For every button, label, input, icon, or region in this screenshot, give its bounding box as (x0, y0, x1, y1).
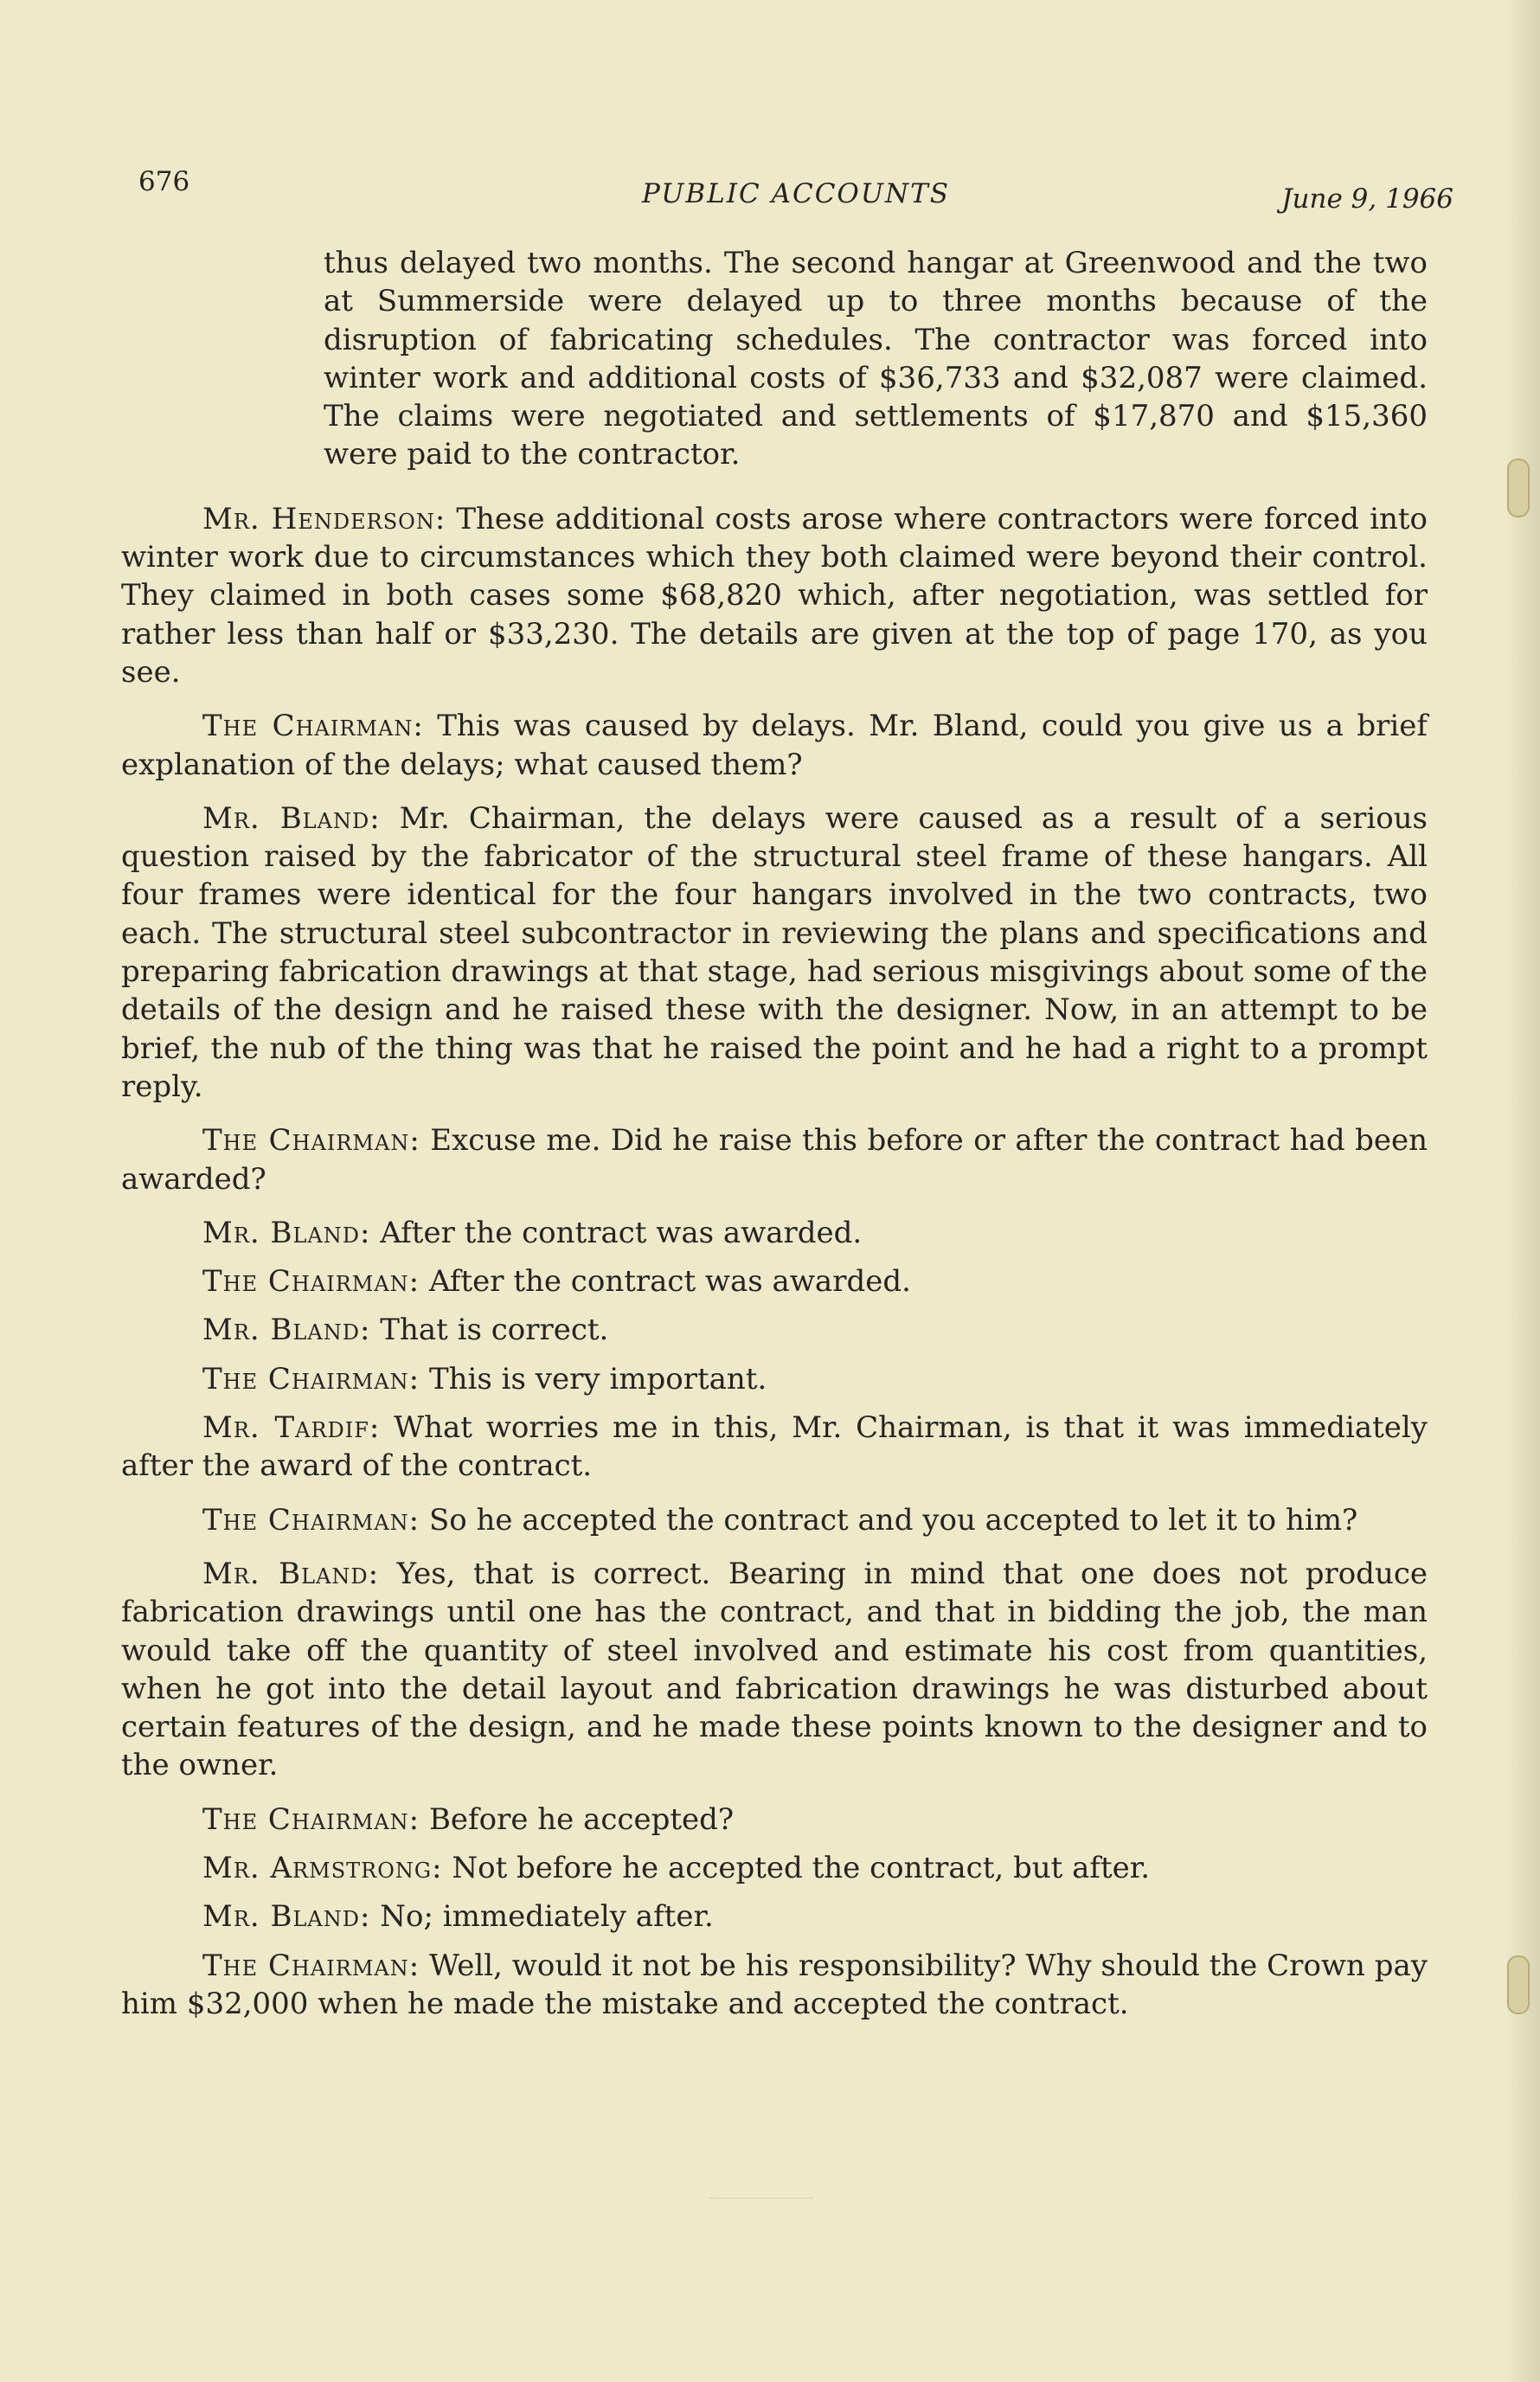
transcript-paragraph (121, 1311, 1428, 1349)
speaker-name: Mr. Bland: (202, 800, 381, 836)
paragraph-text: Not before he accepted the contract, but after. (452, 1850, 1151, 1885)
paragraph-text: No; immediately after. (380, 1899, 714, 1935)
transcript-paragraph (121, 1849, 1428, 1887)
transcript-paragraph (121, 500, 1428, 691)
speaker-name: Mr. Armstrong: (202, 1850, 443, 1885)
transcript-paragraph (121, 1409, 1428, 1486)
header-date: June 9, 1966 (1281, 183, 1453, 215)
transcript-paragraph (121, 1214, 1428, 1252)
speaker-name: Mr. Bland: (202, 1215, 371, 1250)
paragraph-text: These additional costs arose where contractors were forced into winter work due to circumstances which they both claimed were beyond their control. They claimed in both cases some $68,820 which, after negotiation, was settled for rather less than half or $33,230. The details are given at the top of page 170, as you see. (121, 501, 1428, 690)
paragraph-text: After the contract was awarded. (380, 1215, 863, 1250)
transcript-paragraph (121, 1947, 1428, 2024)
speaker-name: Mr. Henderson: (202, 501, 446, 536)
paragraph-text: This is very important. (428, 1361, 767, 1396)
binding-clip-mark (1507, 1955, 1530, 2014)
page-edge-shadow (1505, 0, 1540, 2382)
speaker-name: Mr. Bland: (202, 1556, 380, 1591)
transcript-body (121, 244, 1428, 2039)
transcript-paragraph (121, 1501, 1428, 1539)
speaker-name: The Chairman: (202, 1502, 420, 1538)
paragraph-text: That is correct. (380, 1313, 609, 1348)
bottom-rule (709, 2198, 813, 2199)
transcript-paragraph (121, 1121, 1428, 1198)
paragraph-text: Excuse me. Did he raise this before or after the contract had been awarded? (121, 1123, 1428, 1197)
speaker-name: Mr. Bland: (202, 1899, 371, 1935)
speaker-name: The Chairman: (202, 1801, 420, 1837)
transcript-paragraph (121, 707, 1428, 784)
speaker-name: The Chairman: (202, 1264, 420, 1300)
paragraph-text: Mr. Chairman, the delays were caused as a result of a serious question raised by the fabricator of the structural steel frame of these hangars. All four frames were identical for the four hangars involved in the two contracts, two each. The structural steel subcontractor in reviewing the plans and specifications and preparing fabrication drawings at that stage, had serious misgivings about some of the details of the design and he raised these with the designer. Now, in an attempt to be brief, the nub of the thing was that he raised the point and he had a right to a prompt reply. (121, 800, 1428, 1104)
paragraph-text: Well, would it not be his responsibility? Why should the Crown pay him $32,000 when he made the mistake and accepted the contract. (121, 1948, 1428, 2021)
paragraph-text: What worries me in this, Mr. Chairman, is that it was immediately after the award of the contract. (121, 1410, 1428, 1484)
paragraph-text: This was caused by delays. Mr. Bland, could you give us a brief explanation of the delays; what caused them? (121, 709, 1428, 782)
transcript-paragraph (121, 1360, 1428, 1398)
page-header (138, 166, 1453, 218)
speaker-name: The Chairman: (202, 709, 424, 744)
speaker-name: Mr. Tardif: (202, 1410, 381, 1446)
transcript-paragraph (121, 1262, 1428, 1300)
transcript-paragraph (121, 1801, 1428, 1839)
paragraph-text: Before he accepted? (428, 1801, 735, 1837)
transcript-paragraph (121, 1897, 1428, 1936)
binding-clip-mark (1507, 459, 1530, 517)
running-title: PUBLIC ACCOUNTS (641, 178, 951, 209)
paragraph-text: Yes, that is correct. Bearing in mind that one does not produce fabrication drawings until one has the contract, and that in bidding the job, the man would take off the quantity of steel involved and estimate his cost from quantities, when he got into the detail layout and fabrication drawings he was disturbed about certain features of the design, and he made these points known to the designer and to the owner. (121, 1556, 1428, 1783)
speaker-name: The Chairman: (202, 1948, 420, 1983)
paragraph-text: So he accepted the contract and you accepted to let it to him? (428, 1502, 1358, 1538)
paragraph-text: After the contract was awarded. (428, 1264, 911, 1300)
quoted-paragraph (324, 244, 1428, 474)
transcript-paragraph (121, 1555, 1428, 1785)
page-number: 676 (138, 166, 190, 197)
transcript-paragraph (121, 799, 1428, 1106)
speaker-name: The Chairman: (202, 1123, 420, 1159)
speaker-name: The Chairman: (202, 1361, 420, 1396)
speaker-name: Mr. Bland: (202, 1313, 371, 1348)
paragraph-text: thus delayed two months. The second hangar at Greenwood and the two at Summerside were delayed up to three months because of the disruption of fabricating schedules. The contractor was forced into winter work and additional costs of $36,733 and $32,087 were claimed. The claims were negotiated and settlements of $17,870 and $15,360 were paid to the contractor. (324, 246, 1428, 472)
